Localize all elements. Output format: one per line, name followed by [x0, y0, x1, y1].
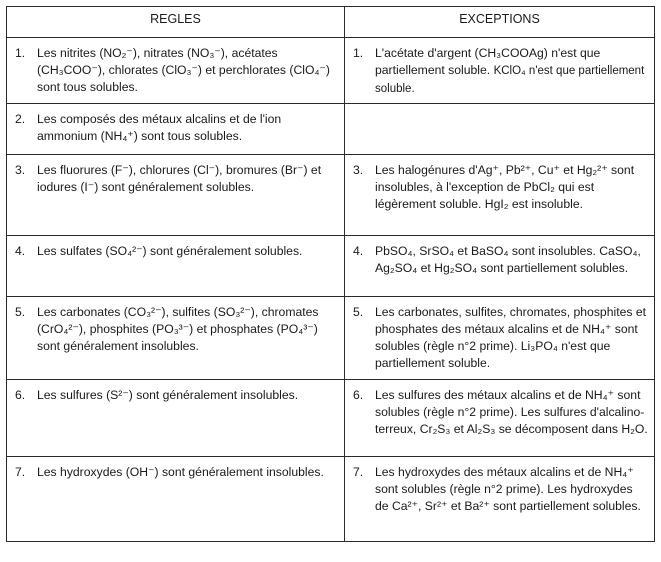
exception-line: partiellement soluble.	[375, 63, 491, 77]
rule-line: Les hydroxydes (OH⁻) sont généralement	[37, 465, 263, 479]
exception-cell-empty	[345, 104, 655, 155]
table-row	[7, 155, 655, 236]
exception-text	[375, 304, 648, 372]
solubility-rules-table	[6, 6, 655, 542]
rule-number: 2.	[15, 112, 26, 126]
exception-number: 3.	[353, 163, 364, 177]
header-rules: REGLES	[7, 7, 345, 38]
exception-text	[375, 162, 648, 213]
rule-line: (CrO₄²⁻), phosphites (PO₃³⁻) et phosphates (PO₄³⁻)	[37, 322, 318, 336]
rule-number: 4.	[15, 244, 26, 258]
rule-text	[37, 45, 338, 96]
rule-number: 1.	[15, 46, 26, 60]
exception-text	[375, 45, 648, 98]
rule-text	[37, 387, 338, 404]
exception-line: phosphites et phosphates des métaux alcalins	[375, 305, 647, 336]
rule-cell	[7, 155, 345, 236]
rule-cell	[7, 457, 345, 542]
exception-number: 7.	[353, 465, 364, 479]
rule-text	[37, 162, 338, 196]
exception-line: et de NH₄⁺ sont solubles (règle n°2 prime).	[375, 322, 638, 353]
rule-number: 5.	[15, 305, 26, 319]
rule-text	[37, 243, 338, 260]
exception-line: NH₄⁺ sont solubles (règle n°2 prime).	[375, 465, 634, 496]
rule-cell	[7, 104, 345, 155]
exception-line: L'acétate d'argent (CH₃COOAg) n'est que	[375, 46, 601, 60]
table-row	[7, 236, 655, 297]
table-row	[7, 380, 655, 457]
exception-line: partiellement solubles.	[519, 499, 641, 513]
rule-line: Les composés des métaux alcalins et de l'ion	[37, 112, 282, 126]
rule-cell	[7, 38, 345, 104]
exception-number: 6.	[353, 388, 364, 402]
exception-cell	[345, 155, 655, 236]
exception-line: solubles.	[580, 261, 629, 275]
exception-number: 5.	[353, 305, 364, 319]
rule-text	[37, 464, 338, 481]
rule-line: Les sulfures (S²⁻) sont généralement insolubles.	[37, 388, 299, 402]
exception-line: HgI₂ est insoluble.	[484, 197, 583, 211]
exception-line: légèrement soluble.	[375, 197, 482, 211]
exception-line: sont insolubles, à l'exception de PbCl₂ qui est	[375, 163, 635, 194]
exception-text	[375, 464, 648, 515]
rule-line: iodures (I⁻) sont généralement solubles.	[37, 180, 255, 194]
table-row	[7, 38, 655, 104]
rule-cell	[7, 297, 345, 380]
exception-text	[375, 387, 648, 438]
rule-line: Les fluorures (F⁻), chlorures (Cl⁻), bromures (Br⁻) et	[37, 163, 322, 177]
rule-number: 7.	[15, 465, 26, 479]
exception-line: Li₃PO₄ n'est que partiellement soluble.	[375, 339, 611, 370]
rule-text	[37, 304, 338, 355]
rule-line: Les nitrites (NO₂⁻), nitrates (NO₃⁻), acétates	[37, 46, 278, 60]
exception-cell	[345, 380, 655, 457]
exception-cell	[345, 236, 655, 297]
exception-cell	[345, 38, 655, 104]
table-row	[7, 457, 655, 542]
exception-line: Les halogénures d'Ag⁺, Pb²⁺, Cu⁺ et Hg₂²⁺	[375, 163, 608, 177]
rule-number: 3.	[15, 163, 26, 177]
rule-cell	[7, 236, 345, 297]
header-exceptions: EXCEPTIONS	[345, 7, 655, 38]
rule-line-text: (ClO₄⁻) sont tous solubles.	[37, 63, 330, 94]
rule-line: insolubles.	[266, 465, 324, 479]
exception-line: PbSO₄, SrSO₄ et BaSO₄ sont insolubles.	[375, 244, 596, 258]
exception-line: KClO₄ n'est que partiellement soluble.	[375, 65, 645, 95]
rule-number: 6.	[15, 388, 26, 402]
table-row	[7, 104, 655, 155]
exception-line: se décomposent dans H₂O.	[498, 422, 648, 436]
rule-line: (CH₃COO⁻), chlorates (ClO₃⁻) et perchlorates	[37, 63, 286, 77]
exception-cell	[345, 297, 655, 380]
rule-line: Les sulfates (SO₄²⁻) sont généralement solubles.	[37, 244, 303, 258]
exception-cell	[345, 457, 655, 542]
exception-number: 1.	[353, 46, 364, 60]
rule-line: Les carbonates (CO₃²⁻), sulfites (SO₃²⁻), chromates	[37, 305, 319, 319]
exception-line: Les hydroxydes des métaux alcalins et de	[375, 465, 602, 479]
rule-line: ammonium (NH₄⁺) sont tous solubles.	[37, 129, 243, 143]
exception-line: CaSO₄, Ag₂SO₄ et Hg₂SO₄ sont partiellement	[375, 244, 641, 275]
exception-line: Les sulfures d'alcalino-terreux, Cr₂S₃ et Al₂S₃	[375, 405, 645, 436]
table-row	[7, 297, 655, 380]
table-header-row	[7, 7, 655, 38]
rule-text	[37, 111, 338, 145]
exception-text	[375, 243, 648, 277]
exception-line: sont solubles (règle n°2 prime).	[375, 388, 641, 419]
exception-line: Les hydroxydes de Ca²⁺, Sr²⁺ et Ba²⁺ sont	[375, 482, 633, 513]
rule-cell	[7, 380, 345, 457]
rule-line: sont généralement insolubles.	[37, 339, 199, 353]
exception-line: Les carbonates, sulfites, chromates,	[375, 305, 571, 319]
exception-number: 4.	[353, 244, 364, 258]
exception-line: Les sulfures des métaux alcalins et de NH₄⁺	[375, 388, 615, 402]
